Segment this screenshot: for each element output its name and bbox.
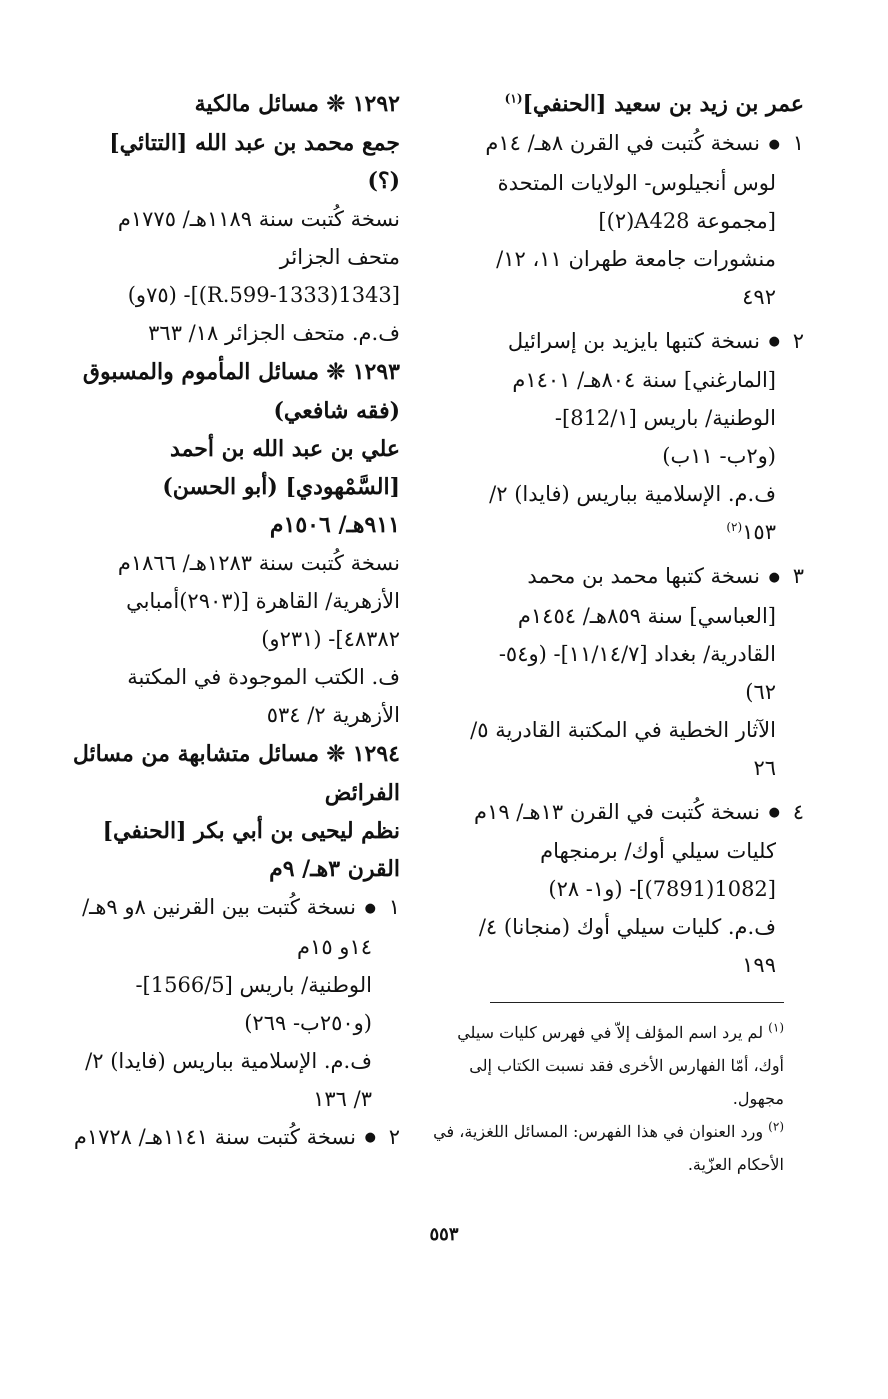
bullet-icon: ● [768,136,780,152]
bullet-icon: ● [768,569,780,585]
page-number: ٥٥٣ [429,1224,459,1245]
bullet-icon: ● [768,805,780,820]
footnote-ref: (١) [504,91,523,106]
compiler-line: جمع محمد بن عبد الله [التتائي] [109,130,400,156]
manuscript-item: ٢● نسخة كُتبت سنة ١١٤١هـ/ ١٧٢٨م [73,1124,400,1149]
manuscript-item: ٤● نسخة كُتبت في القرن ١٣هـ/ ١٩م كليات سيلي أوك/ برمنجهام [1082(7891)]- (و١- ٢٨) ف.م. كليات سيلي أوك (منجانا) ٤/ ١٩٩ [474,799,804,977]
entry-title: ١٢٩٤ ❊ مسائل متشابهة من مسائل [72,741,400,767]
footnote-ref: (٢) [726,520,743,534]
footnote: $^{(٢)}$ ورد العنوان في هذا الفهرس: المسائل اللغزية، في الأحكام العزّية. [433,1119,784,1174]
entry-title: ١٢٩٢ ❊ مسائل مالكية [194,91,400,117]
author-line: [السَّمْهودي] (أبو الحسن) [162,474,400,500]
author-line: علي بن عبد الله بن أحمد [170,436,400,462]
entry-subtitle: الفرائض [324,780,400,806]
author-line: نظم ليحيى بن أبي بكر [الحنفي] [102,818,400,844]
footnote-divider [490,1002,784,1003]
footnotes [433,1016,784,1181]
bullet-icon: ● [364,1130,376,1145]
left-column: ١٢٩٢ ❊ مسائل مالكية جمع محمد بن عبد الله [التتائي] (؟) نسخة كُتبت سنة ١١٨٩هـ/ ١٧٧٥م متحف الجزائر [1343(1333-R.599)]- (٧٥و) ف.م. متحف الجزائر ١٨/ ٣٦٣ ١٢٩٣ ❊ مسائل المأموم والمسبوق (فقه شافعي) علي بن عبد الله بن أحمد [السَّمْهودي] (أبو الحسن) ٩١١هـ/ ١٥٠٦م نسخة كُتبت سنة ١٢٨٣هـ/ ١٨٦٦م الأزهرية/ القاهرة [(٢٩٠٣)أمبابي ٤٨٣٨٢]- (٢٣١و) ف. الكتب الموجودة في المكتبة الأزهرية ٢/ ٥٣٤ ١٢٩٤ ❊ مسائل متشابهة من مسائل الفرائض نظم ليحيى بن أبي بكر [الحنفي] القرن ٣هـ/ ٩م ١● نسخة كُتبت بين القرنين ٨و ٩هـ/ ١٤و ١٥م الوطنية/ باريس [1566/5]- (و٢٥٠ب- ٢٦٩) ف.م. الإسلامية بباريس (فايدا) ٢/ ٣/ ١٣٦ ٢● نسخة كُتبت سنة ١١٤١هـ/ ١٧٢٨م [78,84,400,1157]
author-date: ٩١١هـ/ ١٥٠٦م [269,512,400,538]
manuscript-item: ١● نسخة كُتبت بين القرنين ٨و ٩هـ/ ١٤و ١٥م الوطنية/ باريس [1566/5]- (و٢٥٠ب- ٢٦٩) ف.م. الإسلامية بباريس (فايدا) ٢/ ٣/ ١٣٦ [82,895,400,1111]
entry-title: ١٢٩٣ ❊ مسائل المأموم والمسبوق [82,359,400,385]
footnote: $^{(١)}$ لم يرد اسم المؤلف إلاّ في فهرس كليات سيلي أوك، أمّا الفهارس الأخرى فقد نسبت الكتاب إلى مجهول. [457,1020,784,1108]
manuscript-item: ٣● نسخة كتبها محمد بن محمد [العباسي] سنة ٨٥٩هـ/ ١٤٥٤م القادرية/ بغداد [١١/١٤/٧]- (و٥٤- ٦٢) الآثار الخطية في المكتبة القادرية ٥/ ٢٦ [470,564,804,780]
manuscript-item: ٢● نسخة كتبها بايزيد بن إسرائيل [المارغني] سنة ٨٠٤هـ/ ١٤٠١م الوطنية/ باريس [812/١]- (و٢ب- ١١ب) ف.م. الإسلامية بباريس (فايدا) ٢/ ١٥٣$^{(٢)}$ [489,328,804,544]
bullet-icon: ● [364,900,376,916]
manuscript-item: ١● نسخة كُتبت في القرن ٨هـ/ ١٤م لوس أنجيلوس- الولايات المتحدة [مجموعة A428(٢)] منشورات جامعة طهران ١١، ١٢/ ٤٩٢ [485,131,804,309]
entry-title: عمر بن زيد بن سعيد [الحنفي]$^{(١)}$ [504,91,804,117]
author-date: القرن ٣هـ/ ٩م [269,856,400,882]
entry-subtitle: (فقه شافعي) [273,398,400,424]
right-column [432,84,804,984]
bullet-icon: ● [768,334,780,349]
compiler-line: (؟) [367,168,400,194]
